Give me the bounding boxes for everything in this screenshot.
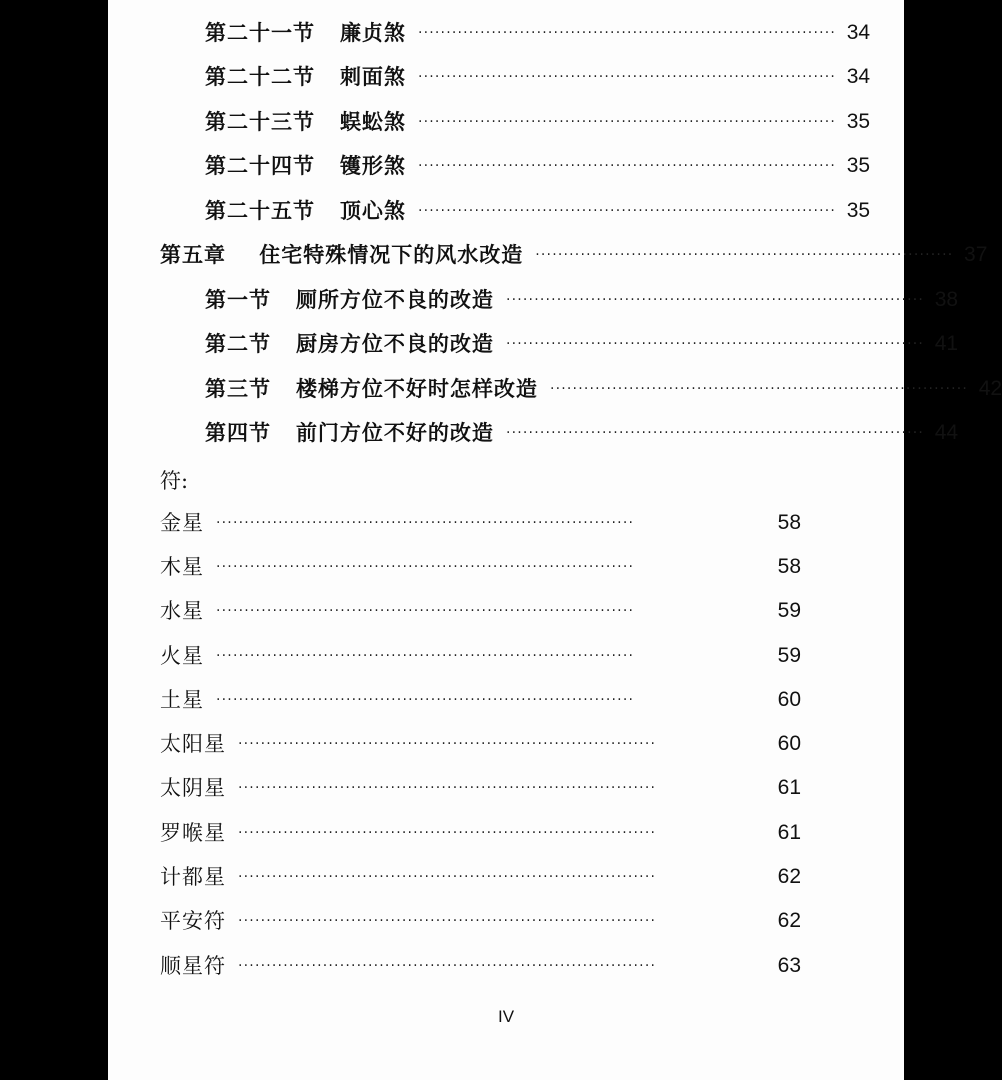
dot-leader: ·········································································· (216, 515, 635, 531)
appendix-entry (160, 773, 801, 803)
page-number-footer: IV (497, 1007, 515, 1026)
appendix-entry-title: 木星 (160, 555, 204, 579)
appendix-entry-page: 59 (777, 599, 801, 622)
appendix-entry (160, 951, 801, 981)
toc-entry-number: 第五章 (160, 242, 226, 267)
toc-entry-label (160, 240, 523, 270)
toc-entry-number: 第二十四节 (205, 153, 315, 178)
dot-leader: ·········································································· (238, 913, 657, 929)
appendix-heading: 符: (160, 469, 189, 493)
appendix-entry (160, 641, 801, 671)
appendix-entry (160, 685, 801, 715)
toc-entry-label (205, 151, 406, 181)
dot-leader: ·········································································· (417, 25, 837, 41)
toc-chapter-entry (160, 240, 988, 270)
dot-leader: ·········································································· (216, 559, 635, 575)
dot-leader: ·········································································· (216, 648, 635, 664)
appendix-entry-page: 58 (777, 511, 801, 534)
dot-leader: ·········································································· (417, 158, 837, 174)
appendix-entry-page: 62 (777, 865, 801, 888)
dot-leader: ·········································································· (535, 247, 954, 263)
dot-leader: ·········································································· (505, 425, 925, 441)
appendix-entry-title: 太阳星 (160, 732, 226, 756)
dot-leader: ·········································································· (417, 114, 837, 130)
toc-entry-number: 第一节 (205, 287, 271, 312)
toc-entry-title: 蜈蚣煞 (339, 109, 406, 134)
appendix-entry-page: 63 (777, 954, 801, 977)
dot-leader: ·········································································· (505, 292, 925, 308)
toc-entry-title: 厨房方位不良的改造 (295, 331, 494, 356)
appendix-entry-page: 59 (777, 644, 801, 667)
toc-entry-label (205, 374, 538, 404)
appendix-entry (160, 906, 801, 936)
toc-entry-title: 住宅特殊情况下的风水改造 (259, 242, 524, 267)
table-of-contents (108, 0, 1002, 1080)
appendix-entry (160, 552, 801, 582)
dot-leader: ·········································································· (238, 736, 657, 752)
toc-entry-page: 34 (846, 21, 871, 44)
toc-entry-page: 34 (846, 65, 871, 88)
toc-entry-title: 楼梯方位不好时怎样改造 (295, 376, 538, 401)
toc-entry-label (205, 196, 406, 226)
toc-entry-title: 前门方位不好的改造 (295, 420, 494, 445)
appendix-entry (160, 729, 801, 759)
toc-entry-page: 44 (934, 421, 959, 444)
toc-entry-label (205, 329, 494, 359)
toc-entry (205, 18, 871, 48)
appendix-entry-page: 58 (777, 555, 801, 578)
toc-entry-title: 厕所方位不良的改造 (295, 287, 494, 312)
toc-entry-title: 廉贞煞 (339, 20, 406, 45)
dot-leader: ·········································································· (417, 203, 837, 219)
appendix-entry-page: 61 (777, 776, 801, 799)
dot-leader: ·········································································· (505, 336, 925, 352)
appendix-entry-page: 61 (777, 821, 801, 844)
appendix-entry-title: 计都星 (160, 865, 226, 889)
toc-entry-number: 第三节 (205, 376, 271, 401)
appendix-entry-title: 金星 (160, 511, 204, 535)
dot-leader: ·········································································· (216, 603, 635, 619)
appendix-entry-page: 60 (777, 732, 801, 755)
dot-leader: ·········································································· (238, 869, 657, 885)
toc-entry-label (205, 107, 406, 137)
toc-entry-page: 37 (964, 243, 988, 266)
toc-entry (205, 418, 959, 448)
toc-entry-number: 第二十五节 (205, 198, 315, 223)
toc-entry (205, 285, 959, 315)
toc-entry-number: 第二十三节 (205, 109, 315, 134)
appendix-entry-title: 火星 (160, 644, 204, 668)
dot-leader: ·········································································· (238, 825, 657, 841)
toc-entry-page: 38 (934, 288, 959, 311)
dot-leader: ·········································································· (549, 381, 969, 397)
toc-entry-label (205, 418, 494, 448)
appendix-entry (160, 508, 801, 538)
appendix-entry (160, 818, 801, 848)
toc-entry-title: 刺面煞 (339, 64, 406, 89)
toc-entry (205, 151, 871, 181)
toc-entry-title: 镬形煞 (339, 153, 406, 178)
dot-leader: ·········································································· (417, 69, 837, 85)
dot-leader: ·········································································· (238, 958, 657, 974)
toc-entry (205, 329, 959, 359)
appendix-entry-title: 罗喉星 (160, 821, 226, 845)
dot-leader: ·········································································· (238, 780, 657, 796)
toc-entry-title: 顶心煞 (339, 198, 406, 223)
appendix-entry-title: 太阴星 (160, 776, 226, 800)
appendix-entry (160, 596, 801, 626)
toc-entry (205, 196, 871, 226)
toc-entry-number: 第二节 (205, 331, 271, 356)
appendix-entry-title: 土星 (160, 688, 204, 712)
dot-leader: ·········································································· (216, 692, 635, 708)
toc-entry (205, 62, 871, 92)
toc-entry-label (205, 18, 406, 48)
toc-entry-number: 第二十二节 (205, 64, 315, 89)
toc-entry-page: 41 (934, 332, 959, 355)
document-page (108, 0, 1002, 1080)
toc-entry-label (205, 62, 406, 92)
appendix-entry-title: 水星 (160, 599, 204, 623)
toc-entry (205, 374, 1002, 404)
toc-entry-page: 35 (846, 154, 871, 177)
appendix-entry-title: 顺星符 (160, 954, 226, 978)
toc-entry-number: 第二十一节 (205, 20, 315, 45)
toc-entry-label (205, 285, 494, 315)
toc-entry (205, 107, 871, 137)
toc-entry-number: 第四节 (205, 420, 271, 445)
appendix-entry (160, 862, 801, 892)
toc-entry-page: 35 (846, 199, 871, 222)
toc-entry-page: 42 (978, 377, 1002, 400)
toc-entry-page: 35 (846, 110, 871, 133)
appendix-entry-page: 60 (777, 688, 801, 711)
appendix-entry-page: 62 (777, 909, 801, 932)
appendix-entry-title: 平安符 (160, 909, 226, 933)
